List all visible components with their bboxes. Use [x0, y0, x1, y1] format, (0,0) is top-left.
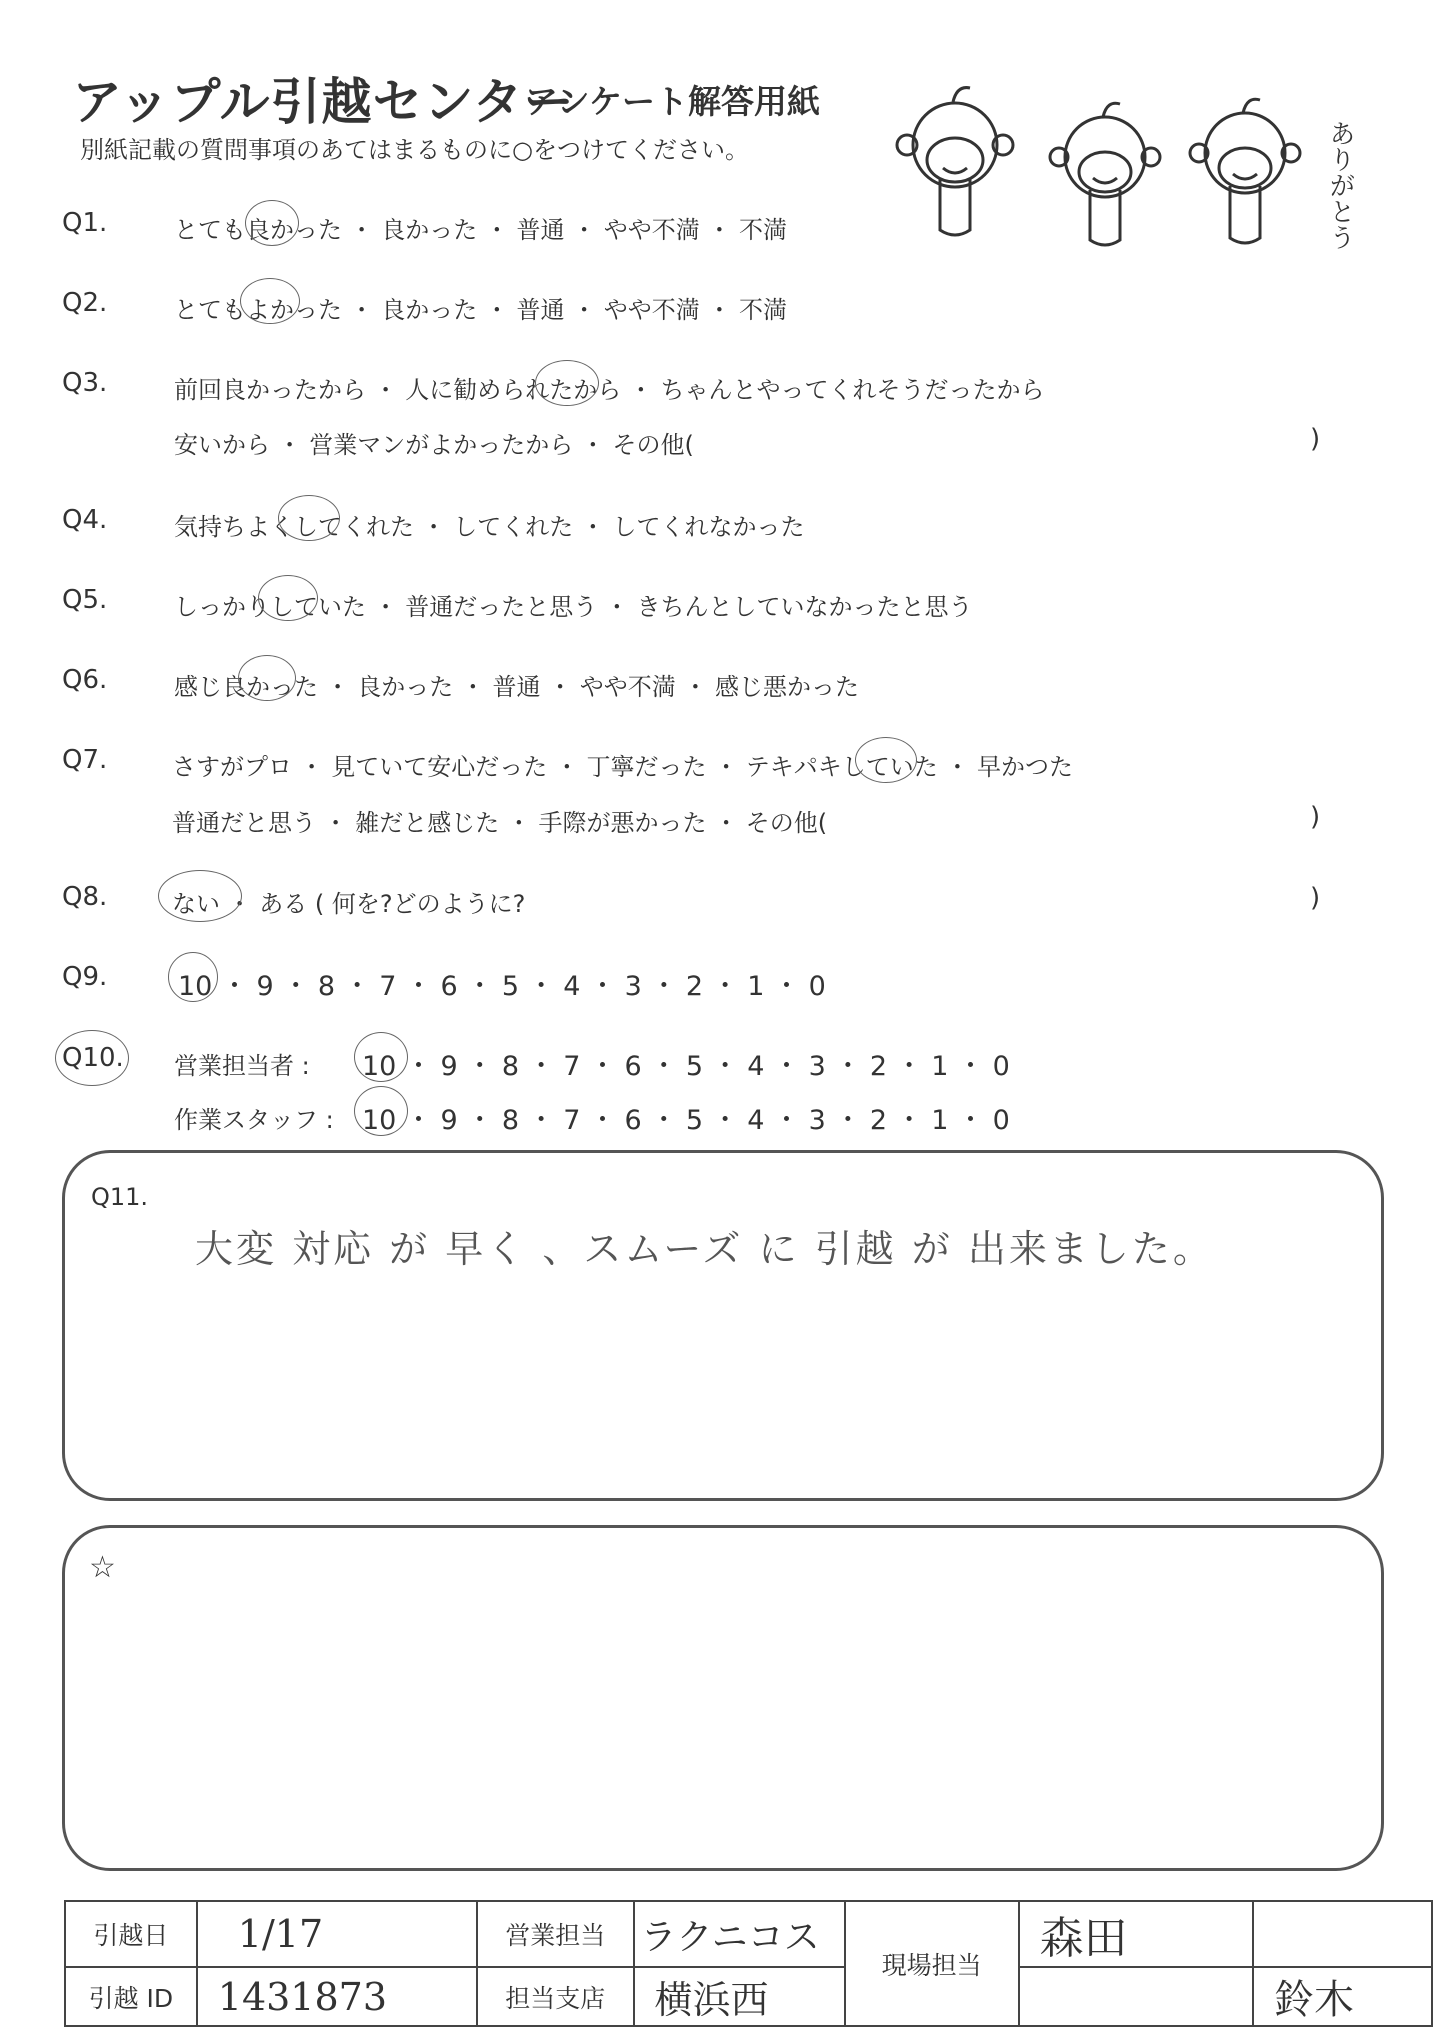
- answer-circle-mark: [158, 870, 242, 922]
- empty-cell: [1019, 1967, 1254, 2026]
- answer-circle-mark: [278, 495, 340, 541]
- site-value-1: 森田: [1019, 1901, 1254, 1967]
- q8-label: Q8.: [62, 882, 108, 912]
- answer-circle-mark: [258, 575, 318, 621]
- q1-label: Q1.: [62, 208, 108, 238]
- q10-circle-mark: [55, 1030, 129, 1086]
- monkey-mascot-icon: [1190, 99, 1300, 243]
- q1-options[interactable]: とても良かった ・ 良かった ・ 普通 ・ やや不満 ・ 不満: [174, 216, 788, 244]
- answer-circle-mark: [535, 360, 599, 406]
- q3-options-line1[interactable]: 前回良かったから ・ 人に勧められたから ・ ちゃんとやってくれそうだったから: [174, 376, 1045, 404]
- q3-close-paren: ): [1310, 424, 1321, 454]
- empty-cell: [1253, 1901, 1432, 1967]
- q8-options[interactable]: ない ・ ある ( 何を?どのように?: [172, 890, 526, 918]
- move-id-value: 1431873: [197, 1967, 477, 2026]
- q6-label: Q6.: [62, 665, 108, 695]
- branch-label: 担当支店: [477, 1967, 634, 2026]
- q3-options-line2[interactable]: 安いから ・ 営業マンがよかったから ・ その他(: [174, 431, 694, 459]
- q11-label: Q11.: [91, 1183, 149, 1211]
- q10-sales-label: 営業担当者 :: [174, 1052, 310, 1080]
- company-title: アップル引越センター: [72, 73, 575, 131]
- form-subtitle: アンケート解答用紙: [525, 82, 821, 121]
- q9-label: Q9.: [62, 962, 108, 992]
- answer-circle-mark: [855, 737, 917, 783]
- q11-answer-box[interactable]: [62, 1150, 1384, 1501]
- answer-circle-mark: [238, 655, 296, 701]
- q7-options-line2[interactable]: 普通だと思う ・ 雑だと感じた ・ 手際が悪かった ・ その他(: [172, 809, 828, 837]
- answer-circle-mark: [168, 952, 218, 1002]
- sales-label: 営業担当: [477, 1901, 634, 1967]
- q5-options[interactable]: しっかりしていた ・ 普通だったと思う ・ きちんとしていなかったと思う: [174, 593, 973, 621]
- q4-options[interactable]: 気持ちよくしてくれた ・ してくれた ・ してくれなかった: [174, 513, 805, 541]
- move-date-label: 引越日: [65, 1901, 197, 1967]
- q7-options-line1[interactable]: さすがプロ ・ 見ていて安心だった ・ 丁寧だった ・ テキパキしていた ・ 早かつた: [172, 753, 1074, 781]
- answer-circle-mark: [354, 1032, 408, 1082]
- q10-staff-label: 作業スタッフ :: [174, 1106, 334, 1134]
- q4-label: Q4.: [62, 505, 108, 535]
- monkey-mascots-illustration: [895, 80, 1385, 250]
- star-icon: ☆: [89, 1550, 116, 1585]
- form-instruction: 別紙記載の質問事項のあてはまるものに○をつけてください。: [80, 136, 749, 164]
- q3-label: Q3.: [62, 368, 108, 398]
- branch-value: 横浜西: [634, 1967, 845, 2026]
- q7-label: Q7.: [62, 745, 108, 775]
- site-value-2: 鈴木: [1253, 1967, 1432, 2026]
- answer-circle-mark: [354, 1086, 408, 1136]
- q2-label: Q2.: [62, 288, 108, 318]
- site-label: 現場担当: [845, 1901, 1019, 2026]
- answer-circle-mark: [245, 200, 299, 246]
- q8-close-paren: ): [1310, 883, 1321, 913]
- mascot-caption: ありがとう: [1325, 120, 1355, 250]
- answer-circle-mark: [240, 278, 300, 324]
- q7-close-paren: ): [1310, 802, 1321, 832]
- move-date-value: 1/17: [197, 1901, 477, 1967]
- q10-sales-scale[interactable]: 10 ・ 9 ・ 8 ・ 7 ・ 6 ・ 5 ・ 4 ・ 3 ・ 2 ・ 1 ・ 0: [362, 1051, 1010, 1082]
- q6-options[interactable]: 感じ良かった ・ 良かった ・ 普通 ・ やや不満 ・ 感じ悪かった: [174, 673, 860, 701]
- q10-staff-scale[interactable]: 10 ・ 9 ・ 8 ・ 7 ・ 6 ・ 5 ・ 4 ・ 3 ・ 2 ・ 1 ・ 0: [362, 1105, 1010, 1136]
- monkey-mascot-icon: [897, 88, 1013, 235]
- monkey-mascot-icon: [1050, 103, 1160, 245]
- move-id-label: 引越 ID: [65, 1967, 197, 2026]
- sales-value: ラクニコス: [634, 1901, 845, 1967]
- move-info-table: [64, 1900, 1433, 2027]
- q11-handwritten-answer: 大変 対応 が 早く 、スムーズ に 引越 が 出来ました。: [195, 1227, 1214, 1271]
- q5-label: Q5.: [62, 585, 108, 615]
- q2-options[interactable]: とてもよかった ・ 良かった ・ 普通 ・ やや不満 ・ 不満: [174, 296, 788, 324]
- q9-scale[interactable]: 10 ・ 9 ・ 8 ・ 7 ・ 6 ・ 5 ・ 4 ・ 3 ・ 2 ・ 1 ・ 0: [178, 971, 826, 1002]
- comment-box[interactable]: [62, 1525, 1384, 1871]
- q10-label: Q10.: [62, 1043, 124, 1073]
